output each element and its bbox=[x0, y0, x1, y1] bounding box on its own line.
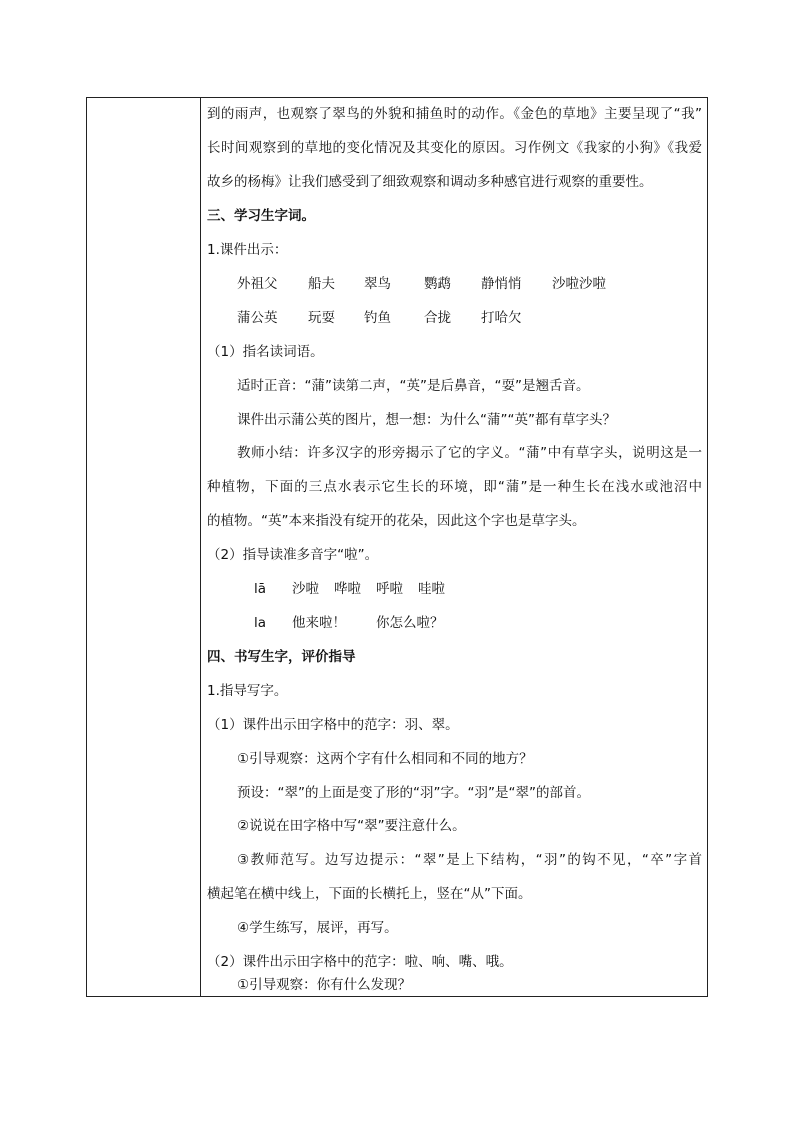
example-sentence: 他来啦！ bbox=[292, 615, 346, 631]
paragraph-line: ④学生练写，展评，再写。 bbox=[237, 920, 398, 936]
paragraph-line: 课件出示蒲公英的图片，想一想：为什么“蒲”“英”都有草字头？ bbox=[237, 412, 616, 428]
vocab-word: 合拢 bbox=[424, 310, 451, 326]
paragraph-line: 的植物。“英”本来指没有绽开的花朵，因此这个字也是草字头。 bbox=[207, 513, 586, 529]
vocab-word: 鹦鹉 bbox=[424, 276, 451, 292]
vocab-word: 静悄悄 bbox=[481, 276, 522, 292]
paragraph-line: （2）课件出示田字格中的范字：啦、响、嘴、哦。 bbox=[207, 954, 513, 970]
section-heading: 三、学习生字词。 bbox=[207, 208, 315, 224]
vocab-word: 沙啦沙啦 bbox=[552, 276, 606, 292]
paragraph-line: 1.课件出示： bbox=[207, 242, 288, 258]
vocab-word: 船夫 bbox=[308, 276, 335, 292]
paragraph-line: 种植物，下面的三点水表示它生长的环境，即“蒲”是一种生长在浅水或池沼中 bbox=[207, 479, 702, 495]
example-word: 哇啦 bbox=[418, 581, 445, 597]
section-heading: 四、书写生字，评价指导 bbox=[207, 649, 356, 665]
example-sentence: 你怎么啦？ bbox=[376, 615, 444, 631]
paragraph-line: 横起笔在横中线上，下面的长横托上，竖在“从”下面。 bbox=[207, 886, 532, 902]
vocab-word: 蒲公英 bbox=[237, 310, 278, 326]
paragraph-line: 故乡的杨梅》让我们感受到了细致观察和调动多种感官进行观察的重要性。 bbox=[207, 174, 653, 190]
paragraph-line: ②说说在田字格中写“翠”要注意什么。 bbox=[237, 818, 466, 834]
paragraph-line: 到的雨声，也观察了翠鸟的外貌和捕鱼时的动作。《金色的草地》主要呈现了“我” bbox=[207, 106, 702, 122]
vocab-word: 翠鸟 bbox=[364, 276, 391, 292]
paragraph-line: ③教师范写。边写边提示：“翠”是上下结构，“羽”的钩不见，“卒”字首 bbox=[237, 852, 702, 868]
paragraph-line: 1.指导写字。 bbox=[207, 683, 288, 699]
paragraph-line: ①引导观察：你有什么发现？ bbox=[237, 977, 412, 993]
vocab-word: 外祖父 bbox=[237, 276, 278, 292]
vocab-word: 玩耍 bbox=[308, 310, 335, 326]
paragraph-line: （1）指名读词语。 bbox=[207, 344, 324, 360]
example-word: 哗啦 bbox=[334, 581, 361, 597]
vocab-word: 打哈欠 bbox=[481, 310, 522, 326]
paragraph-line: 适时正音：“蒲”读第二声，“英”是后鼻音，“耍”是翘舌音。 bbox=[237, 378, 590, 394]
paragraph-line: （1）课件出示田字格中的范字：羽、翠。 bbox=[207, 717, 459, 733]
paragraph-line: 长时间观察到的草地的变化情况及其变化的原因。习作例文《我家的小狗》《我爱 bbox=[207, 140, 702, 156]
paragraph-line: 预设：“翠”的上面是变了形的“羽”字。“羽”是“翠”的部首。 bbox=[237, 785, 590, 801]
paragraph-line: （2）指导读准多音字“啦”。 bbox=[207, 547, 379, 563]
vocab-word: 钓鱼 bbox=[364, 310, 391, 326]
paragraph-line: ①引导观察：这两个字有什么相同和不同的地方？ bbox=[237, 751, 533, 767]
paragraph-line: 教师小结：许多汉字的形旁揭示了它的字义。“蒲”中有草字头，说明这是一 bbox=[237, 445, 702, 461]
pinyin-label: la bbox=[254, 615, 267, 631]
pinyin-label: lā bbox=[254, 581, 267, 597]
example-word: 呼啦 bbox=[376, 581, 403, 597]
example-word: 沙啦 bbox=[292, 581, 319, 597]
